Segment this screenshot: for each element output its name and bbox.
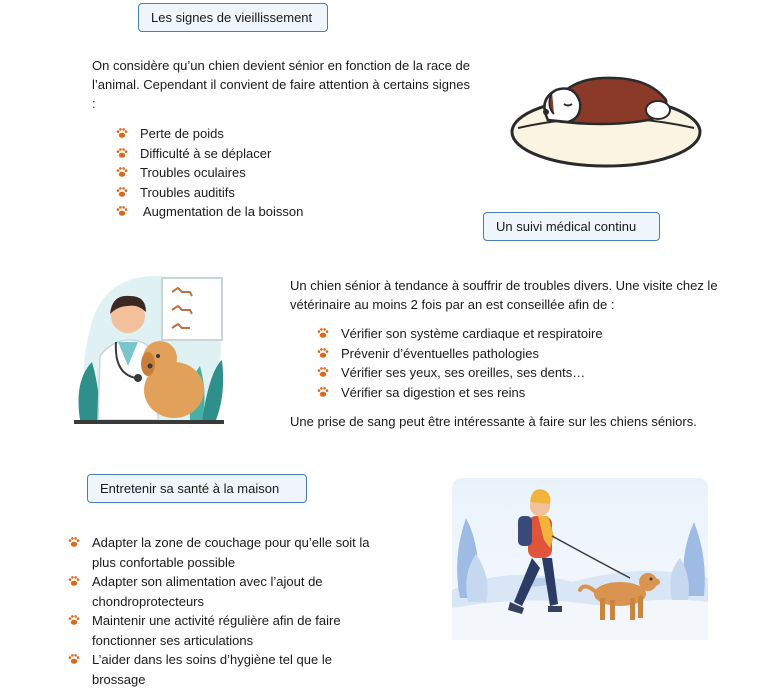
list-item-label: Troubles auditifs xyxy=(140,184,235,200)
list-item xyxy=(116,144,436,164)
paw-icon xyxy=(116,186,128,198)
list-item xyxy=(116,183,436,203)
aging-signs-list xyxy=(116,124,436,222)
aging-intro: On considère qu’un chien devient sénior en fonction de la race de l’animal. Cependant il convient de faire attention à certains signes : xyxy=(92,58,470,111)
list-item xyxy=(68,611,386,650)
section-title-home: Entretenir sa santé à la maison xyxy=(87,474,307,503)
list-item-label: Vérifier ses yeux, ses oreilles, ses dents… xyxy=(341,365,586,380)
paw-icon xyxy=(68,536,80,548)
list-item-label: Vérifier son système cardiaque et respiratoire xyxy=(341,326,603,341)
paw-icon xyxy=(68,614,80,626)
section-title-medical: Un suivi médical continu xyxy=(483,212,660,241)
list-item xyxy=(317,344,717,364)
sleeping-dog-illustration xyxy=(508,70,704,168)
paw-icon xyxy=(317,327,329,339)
list-item-label: Difficulté à se déplacer xyxy=(140,145,272,161)
paw-icon xyxy=(317,366,329,378)
list-item-label: Augmentation de la boisson xyxy=(140,204,304,219)
list-item-label: L’aider dans les soins d’hygiène tel que le brossage xyxy=(92,652,332,687)
paw-icon xyxy=(116,147,128,159)
paw-icon xyxy=(116,205,128,217)
medical-outro: Une prise de sang peut être intéressante à faire sur les chiens séniors. xyxy=(290,414,697,429)
list-item xyxy=(317,363,717,383)
list-item-label: Troubles oculaires xyxy=(140,165,246,180)
list-item-label: Adapter la zone de couchage pour qu’elle soit la plus confortable possible xyxy=(92,535,370,570)
home-care-list xyxy=(68,533,386,689)
medical-checks-list xyxy=(317,324,717,402)
paw-icon xyxy=(116,166,128,178)
list-item xyxy=(68,650,386,689)
list-item-label: Perte de poids xyxy=(140,126,224,141)
paw-icon xyxy=(317,386,329,398)
list-item xyxy=(317,324,717,344)
list-item xyxy=(68,533,386,572)
list-item xyxy=(317,383,717,403)
list-item xyxy=(68,572,386,611)
paw-icon xyxy=(68,653,80,665)
list-item xyxy=(116,163,436,183)
list-item xyxy=(116,202,436,222)
paw-icon xyxy=(116,127,128,139)
list-item xyxy=(116,124,436,144)
list-item-label: Maintenir une activité régulière afin de faire fonctionner ses articulations xyxy=(92,613,341,648)
section-title-aging: Les signes de vieillissement xyxy=(138,3,328,32)
medical-intro: Un chien sénior à tendance à souffrir de troubles divers. Une visite chez le vétérinaire au moins 2 fois par an est conseillée afin de : xyxy=(290,278,718,312)
paw-icon xyxy=(68,575,80,587)
list-item-label: Prévenir d’éventuelles pathologies xyxy=(341,345,540,361)
list-item-label: Adapter son alimentation avec l’ajout de chondroprotecteurs xyxy=(92,574,323,609)
paw-icon xyxy=(317,347,329,359)
vet-with-dog-illustration xyxy=(70,270,228,428)
winter-walk-illustration xyxy=(452,478,708,640)
list-item-label: Vérifier sa digestion et ses reins xyxy=(341,384,526,400)
